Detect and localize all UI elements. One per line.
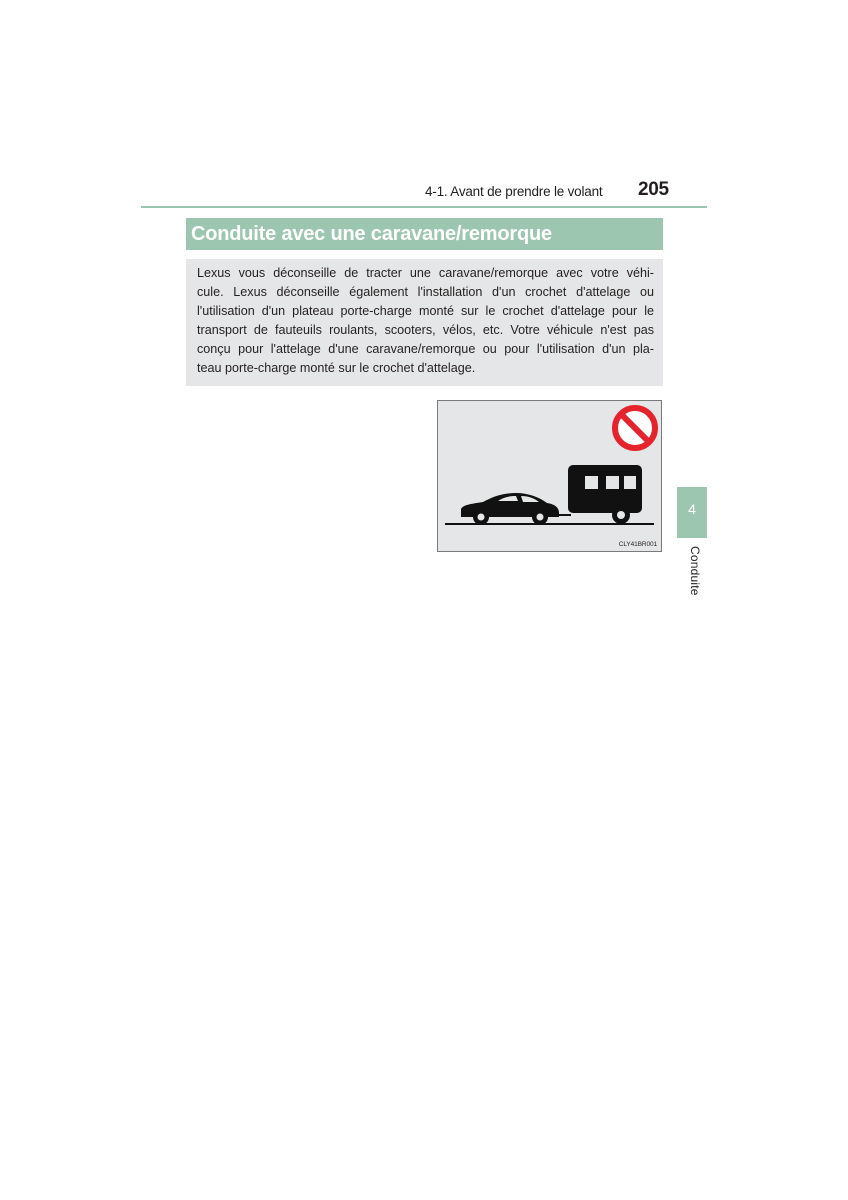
note-line: l'utilisation d'un plateau porte-charge monté sur le crochet d'attelage pour le — [197, 304, 654, 319]
note-line: cule. Lexus déconseille également l'installation d'un crochet d'attelage ou — [197, 285, 654, 300]
illustration-canvas — [438, 401, 661, 551]
chapter-label: Conduite — [688, 546, 702, 596]
header-rule — [141, 206, 707, 208]
chapter-tab: 4 — [677, 487, 707, 538]
note-line: Lexus vous déconseille de tracter une caravane/remorque avec votre véhi- — [197, 266, 654, 280]
running-header-section: 4-1. Avant de prendre le volant — [425, 184, 603, 199]
page-number: 205 — [638, 179, 669, 200]
note-box — [186, 259, 663, 386]
section-title: Conduite avec une caravane/remorque — [186, 218, 663, 250]
caravan-trailer-icon — [568, 465, 642, 524]
note-line: teau porte-charge monté sur le crochet d'attelage. — [197, 361, 476, 376]
note-line: transport de fauteuils roulants, scooters, vélos, etc. Votre véhicule n'est pas — [197, 323, 654, 338]
towing-prohibited-illustration — [437, 400, 662, 552]
figure-code: CLY41BR001 — [618, 541, 657, 548]
car-icon — [461, 493, 571, 525]
note-line: conçu pour l'attelage d'une caravane/remorque ou pour l'utilisation d'un pla- — [197, 342, 654, 357]
prohibited-sign-icon — [615, 408, 655, 448]
